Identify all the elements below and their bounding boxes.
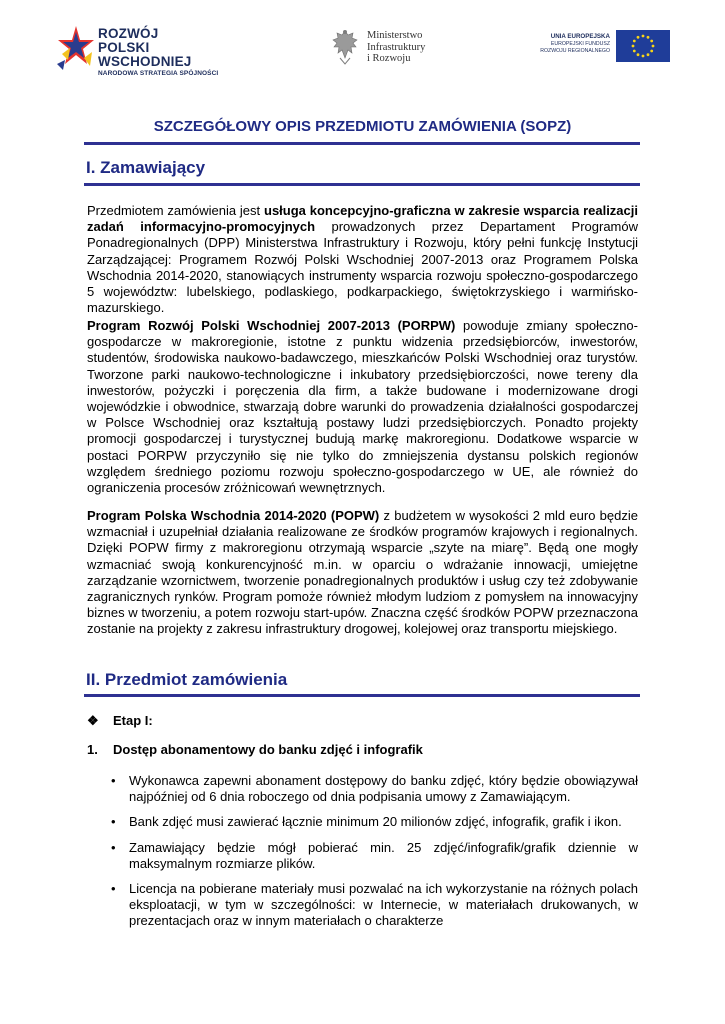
logo-mid-line3: i Rozwoju	[367, 53, 411, 64]
list-item-text: Bank zdjęć musi zawierać łącznie minimum 20 milionów zdjęć, infografik, grafik i ikon.	[129, 814, 622, 830]
bullet-dot-icon: •	[111, 839, 116, 855]
paragraph-popw	[87, 508, 638, 638]
list-item	[111, 881, 638, 930]
logo-right-line3: ROZWOJU REGIONALNEGO	[540, 48, 610, 54]
p1-text-a: Przedmiotem zamówienia jest	[87, 203, 264, 218]
logo-left-line3: NARODOWA STRATEGIA SPÓJNOŚCI	[98, 70, 219, 77]
item-title: Dostęp abonamentowy do banku zdjęć i infografik	[113, 742, 423, 757]
diamond-bullet-icon: ❖	[87, 713, 99, 728]
logo-mid-line1: Ministerstwo	[367, 30, 423, 41]
eagle-emblem-icon	[329, 28, 361, 66]
logo-rozwoj-polski-wschodniej	[56, 24, 246, 76]
section1-divider	[84, 183, 640, 186]
logo-left-line2: POLSKI WSCHODNIEJ	[98, 40, 192, 69]
document-title: SZCZEGÓŁOWY OPIS PRZEDMIOTU ZAMÓWIENIA (SOPZ)	[153, 118, 572, 135]
paragraph-porpw	[87, 318, 638, 496]
item-heading	[87, 742, 423, 757]
item-number: 1.	[87, 742, 98, 757]
p2-bold: Program Rozwój Polski Wschodniej 2007-2013 (PORPW)	[87, 318, 456, 333]
star-logo-icon	[56, 24, 96, 70]
section-heading-przedmiot: II. Przedmiot zamówienia	[86, 670, 288, 689]
logo-mid-line2: Infrastruktury	[367, 41, 426, 53]
list-item-text: Wykonawca zapewni abonament dostępowy do banku zdjęć, który będzie obowiązywał najpóźniej od 6 dnia roboczego od dnia podpisania umowy z Zamawiającym.	[129, 773, 638, 805]
bullet-dot-icon: •	[111, 814, 116, 830]
logo-unia-europejska	[530, 30, 670, 64]
section-heading-zamawiajacy: I. Zamawiający	[86, 158, 206, 177]
bullet-dot-icon: •	[111, 773, 116, 788]
p3-bold: Program Polska Wschodnia 2014-2020 (POPW)	[87, 508, 380, 523]
requirements-list	[111, 773, 638, 939]
list-item	[111, 773, 638, 805]
logo-ministerstwo	[329, 28, 449, 68]
list-item-text: Zamawiający będzie mógł pobierać min. 25 zdjęć/infografik/grafik dziennie w maksymalnym rozmiarze plików.	[129, 839, 638, 871]
section2-divider	[84, 694, 640, 697]
bullet-dot-icon: •	[111, 881, 116, 897]
paragraph-przedmiot	[87, 203, 638, 316]
p3-text: z budżetem w wysokości 2 mld euro będzie wzmacniał i uzupełniał działania realizowane ze środków programów krajowych i regionalnych. Dzięki POPW firmy z makroregionu otrzymają wsparcie „szyte na miarę”. Będą one mogły wzmacniać swoją konkurencyjność m.in. w oparciu o wdrażanie innowacji, umiejętne zarządzanie wzornictwem, tworzenie ponadregionalnych produktów i usług czy też zdobywanie zagranicznych rynków. Program pomoże również młodym ludziom z pomysłem na innowacyjny biznes w tworzeniu, a potem rozwoju start-upów. Znaczna część środków POPW przeznaczona zostanie na projekty z zakresu infrastruktury drogowej, kolejowej oraz transportu miejskiego.	[87, 508, 638, 637]
list-item	[111, 840, 638, 872]
p1-text-c: prowadzonych przez Departament Programów Ponadregionalnych (DPP) Ministerstwa Infrastruktury i Rozwoju, który pełni funkcję Instytucji Zarządzającej: Programem Rozwój Polski Wschodniej 2007-2013 oraz Programem Polska Wschodnia 2014-2020, stanowiących instrumenty wsparcia rozwoju społeczno-gospodarczego 5 województw: lubelskiego, podlaskiego, podkarpackiego, świętokrzyskiego i warmińsko-mazurskiego.	[87, 219, 638, 316]
etap-label: Etap I:	[113, 713, 153, 728]
etap-heading	[87, 713, 153, 729]
logo-right-line1: UNIA EUROPEJSKA	[550, 33, 610, 40]
list-item-text: Licencja na pobierane materiały musi pozwalać na ich wykorzystanie na różnych polach eksploatacji, w tym w szczególności: w Internecie, w materiałach drukowanych, w prezentacjach oraz w innym materiałach o charakterze	[129, 881, 638, 929]
p2-text: powoduje zmiany społeczno-gospodarcze w makroregionie, istotne z punktu widzenia przedsiębiorców, inwestorów, studentów, środowiska naukowo-badawczego, mieszkańców Polski Wschodniej oraz turystów. Tworzone parki naukowo-technologiczne i inkubatory przedsiębiorczości, nowe tereny dla inwestorów, pożyczki i poręczenia dla firm, a także budowane i modernizowane drogi wojewódzkie i obwodnice, stwarzają dobre warunki do prowadzenia działalności gospodarczej w Polsce Wschodniej oraz kształtują postawy ludzi przedsiębiorczych. Ponadto projekty promocji gospodarczej i turystycznej budują markę makroregionu. Dodatkowe wsparcie w postaci PORPW przyczyniło się nie tylko do zmniejszenia dystansu polskich regionów względem średniego poziomu rozwoju społeczno-gospodarczego w UE, ale również do ograniczenia procesów zróżnicowań wewnętrznych.	[87, 318, 638, 496]
logo-left-line1: ROZWÓJ	[98, 26, 159, 41]
logo-right-line2: EUROPEJSKI FUNDUSZ	[550, 41, 610, 47]
title-divider	[84, 142, 640, 145]
list-item	[111, 814, 638, 830]
p1-bold: usługa koncepcyjno-graficzna w zakresie wsparcia realizacji zadań informacyjno-promocyjnych	[87, 203, 638, 235]
eu-flag-icon	[616, 30, 670, 62]
